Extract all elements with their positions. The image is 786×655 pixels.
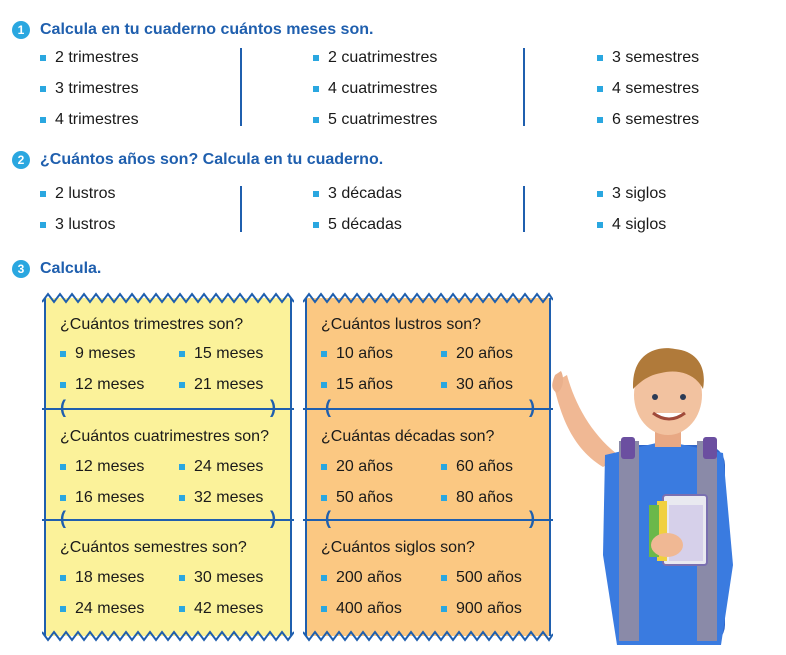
fold-curl-icon: ) xyxy=(270,508,276,528)
list-item: 3 siglos xyxy=(597,185,666,203)
banner-question: ¿Cuántos cuatrimestres son? xyxy=(60,428,269,445)
list-item: 6 semestres xyxy=(597,111,699,129)
bullet-icon xyxy=(441,464,447,470)
list-item: 24 meses xyxy=(60,600,144,618)
bullet-icon xyxy=(321,575,327,581)
exercise-title: Calcula. xyxy=(40,260,102,277)
exercise-number-badge: 3 xyxy=(12,260,30,278)
bullet-icon xyxy=(321,351,327,357)
bullet-icon xyxy=(441,382,447,388)
bullet-icon xyxy=(313,86,319,92)
banner-top-edge xyxy=(303,290,553,304)
bullet-icon xyxy=(321,606,327,612)
bullet-icon xyxy=(179,606,185,612)
list-item: 20 años xyxy=(321,458,393,476)
bullet-icon xyxy=(40,117,46,123)
fold-curl-icon: ) xyxy=(529,397,535,417)
list-item: 60 años xyxy=(441,458,513,476)
bullet-icon xyxy=(597,55,603,61)
bullet-icon xyxy=(321,382,327,388)
list-item: 5 décadas xyxy=(313,216,402,234)
list-item: 4 trimestres xyxy=(40,111,139,129)
fold-curl-icon: ) xyxy=(529,508,535,528)
banner-bottom-edge xyxy=(303,630,553,644)
list-item: 21 meses xyxy=(179,376,263,394)
list-item: 24 meses xyxy=(179,458,263,476)
right-banner xyxy=(305,298,551,636)
list-item: 2 cuatrimestres xyxy=(313,49,437,67)
list-item: 5 cuatrimestres xyxy=(313,111,437,129)
column-divider xyxy=(523,186,525,232)
bullet-icon xyxy=(60,351,66,357)
bullet-icon xyxy=(597,222,603,228)
list-item: 4 siglos xyxy=(597,216,666,234)
fold-curl-icon: ( xyxy=(325,508,331,528)
column-divider xyxy=(240,186,242,232)
fold-curl-icon: ) xyxy=(270,397,276,417)
banner-question: ¿Cuántos trimestres son? xyxy=(60,316,244,333)
bullet-icon xyxy=(441,575,447,581)
bullet-icon xyxy=(313,222,319,228)
fold-curl-icon: ( xyxy=(60,508,66,528)
list-item: 18 meses xyxy=(60,569,144,587)
bullet-icon xyxy=(441,351,447,357)
fold-curl-icon: ( xyxy=(60,397,66,417)
bullet-icon xyxy=(60,382,66,388)
banner-question: ¿Cuántas décadas son? xyxy=(321,428,495,445)
bullet-icon xyxy=(313,191,319,197)
list-item: 4 semestres xyxy=(597,80,699,98)
list-item: 50 años xyxy=(321,489,393,507)
list-item: 12 meses xyxy=(60,376,144,394)
list-item: 32 meses xyxy=(179,489,263,507)
list-item: 3 trimestres xyxy=(40,80,139,98)
bullet-icon xyxy=(60,464,66,470)
list-item: 16 meses xyxy=(60,489,144,507)
list-item: 3 lustros xyxy=(40,216,115,234)
bullet-icon xyxy=(179,382,185,388)
banner-bottom-edge xyxy=(42,630,294,644)
banner-fold xyxy=(42,519,294,521)
bullet-icon xyxy=(40,222,46,228)
list-item: 30 meses xyxy=(179,569,263,587)
list-item: 12 meses xyxy=(60,458,144,476)
bullet-icon xyxy=(321,495,327,501)
list-item: 500 años xyxy=(441,569,522,587)
bullet-icon xyxy=(179,351,185,357)
bullet-icon xyxy=(441,495,447,501)
exercise-number-badge: 1 xyxy=(12,21,30,39)
list-item: 10 años xyxy=(321,345,393,363)
banner-fold xyxy=(42,408,294,410)
list-item: 20 años xyxy=(441,345,513,363)
list-item: 30 años xyxy=(441,376,513,394)
bullet-icon xyxy=(441,606,447,612)
list-item: 15 meses xyxy=(179,345,263,363)
list-item: 2 lustros xyxy=(40,185,115,203)
list-item: 900 años xyxy=(441,600,522,618)
bullet-icon xyxy=(597,86,603,92)
exercise-number-badge: 2 xyxy=(12,151,30,169)
bullet-icon xyxy=(321,464,327,470)
list-item: 4 cuatrimestres xyxy=(313,80,437,98)
exercise-title: Calcula en tu cuaderno cuántos meses son. xyxy=(40,21,374,38)
bullet-icon xyxy=(40,86,46,92)
left-banner xyxy=(44,298,292,636)
banner-fold xyxy=(303,519,553,521)
banner-question: ¿Cuántos semestres son? xyxy=(60,539,247,556)
exercise-title: ¿Cuántos años son? Calcula en tu cuaderno. xyxy=(40,151,384,168)
bullet-icon xyxy=(597,117,603,123)
banner-question: ¿Cuántos lustros son? xyxy=(321,316,482,333)
list-item: 200 años xyxy=(321,569,402,587)
bullet-icon xyxy=(60,606,66,612)
fold-curl-icon: ( xyxy=(325,397,331,417)
list-item: 9 meses xyxy=(60,345,135,363)
bullet-icon xyxy=(597,191,603,197)
bullet-icon xyxy=(40,191,46,197)
list-item: 3 décadas xyxy=(313,185,402,203)
banner-top-edge xyxy=(42,290,294,304)
bullet-icon xyxy=(313,117,319,123)
banner-fold xyxy=(303,408,553,410)
bullet-icon xyxy=(179,575,185,581)
exercise-2-header xyxy=(0,148,383,172)
list-item: 400 años xyxy=(321,600,402,618)
list-item: 15 años xyxy=(321,376,393,394)
boy-illustration xyxy=(545,345,775,645)
list-item: 80 años xyxy=(441,489,513,507)
list-item: 42 meses xyxy=(179,600,263,618)
bullet-icon xyxy=(179,495,185,501)
exercise-1-header xyxy=(0,18,373,42)
bullet-icon xyxy=(60,495,66,501)
exercise-3-header xyxy=(0,257,101,281)
bullet-icon xyxy=(179,464,185,470)
bullet-icon xyxy=(60,575,66,581)
bullet-icon xyxy=(313,55,319,61)
column-divider xyxy=(523,48,525,126)
banner-question: ¿Cuántos siglos son? xyxy=(321,539,475,556)
column-divider xyxy=(240,48,242,126)
list-item: 3 semestres xyxy=(597,49,699,67)
bullet-icon xyxy=(40,55,46,61)
list-item: 2 trimestres xyxy=(40,49,139,67)
